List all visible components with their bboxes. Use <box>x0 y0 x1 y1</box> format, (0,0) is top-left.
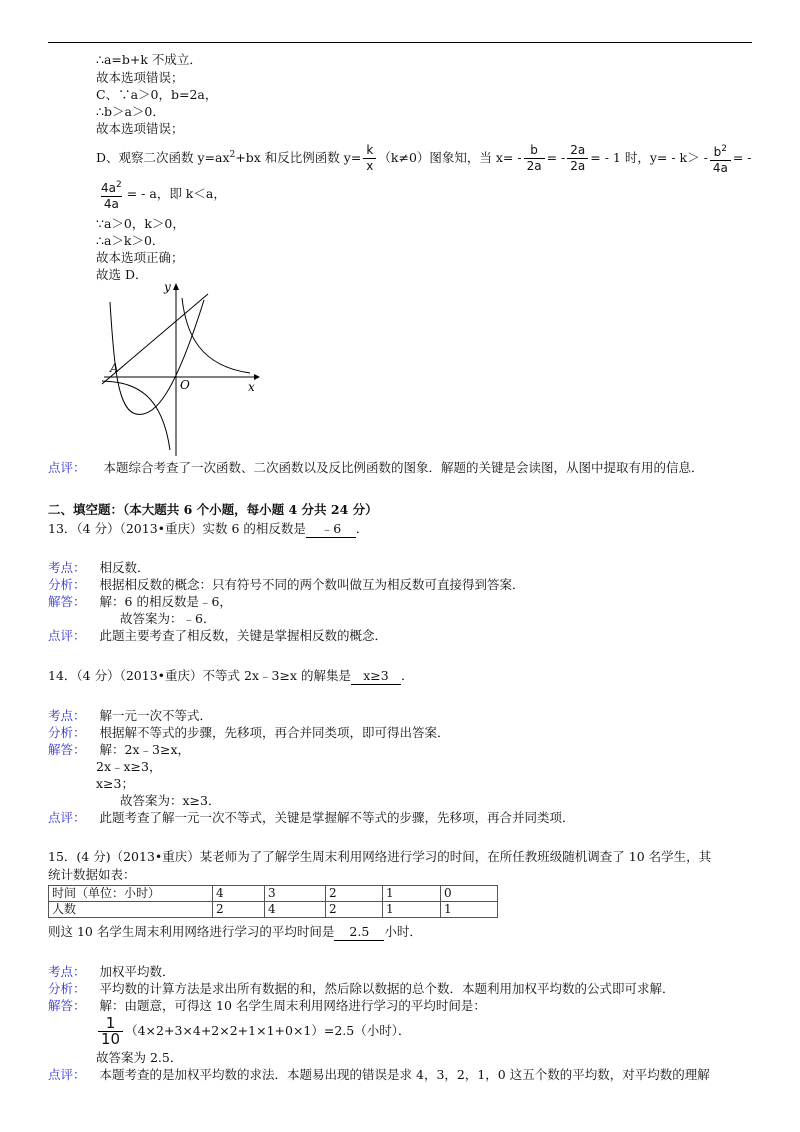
jieda-label: 解答： <box>48 998 86 1013</box>
q12-d-mid: +bx 和反比例函数 y= <box>235 150 362 166</box>
fraction-denominator: x <box>363 158 376 174</box>
fraction-denominator: 10 <box>98 1031 123 1047</box>
fenxi-label: 分析： <box>48 725 86 740</box>
function-graph-figure <box>96 278 266 460</box>
q14-kaodian-row <box>48 708 212 724</box>
page-top-rule <box>48 42 752 43</box>
q12-line-8: ∵a＞0，k＞0， <box>96 216 185 231</box>
dianping-label: 点评： <box>48 628 86 643</box>
fraction-numerator <box>98 178 125 196</box>
q12-line-2: 故本选项错误； <box>96 70 184 85</box>
q13-stem-prefix: 13．（4 分）（2013•重庆）实数 6 的相反数是 <box>48 521 306 536</box>
y-axis-label: y <box>164 280 171 294</box>
q14-jieda-3: x≥3； <box>96 776 134 791</box>
fraction-numerator: b <box>530 143 538 158</box>
fraction-1-over-10 <box>98 1016 123 1047</box>
q12-line-3: C、∵a＞0，b=2a， <box>96 87 218 102</box>
fraction-b2-over-4a <box>710 142 731 176</box>
q15-stats-table <box>48 885 498 918</box>
kaodian-label: 考点： <box>48 560 86 575</box>
q13-dianping-row <box>48 628 387 644</box>
q13-fenxi: 根据相反数的概念：只有符号不同的两个数叫做互为相反数可直接得到答案． <box>99 577 525 592</box>
table-cell: 2 <box>326 886 383 902</box>
point-a-label: A <box>110 361 119 375</box>
q12-line-5: 故本选项错误； <box>96 121 184 136</box>
q14-answer-blank: x≥3 <box>351 668 401 685</box>
q15-jieda-3: 故答案为 2.5． <box>96 1050 183 1065</box>
q12-line-1: ∴a=b+k 不成立． <box>96 52 202 67</box>
q15-question-prefix: 则这 10 名学生周末利用网络进行学习的平均时间是 <box>48 924 335 939</box>
fraction-k-over-x <box>363 143 376 174</box>
q14-stem-suffix: ． <box>400 668 414 683</box>
fraction-denominator: 4a <box>101 196 122 212</box>
fenxi-label: 分析： <box>48 577 86 592</box>
table-row <box>49 886 498 902</box>
q12-line-7 <box>96 177 226 212</box>
q12-line-10: 故本选项正确； <box>96 250 184 265</box>
jieda-label: 解答： <box>48 742 86 757</box>
q14-jieda-2: 2x﹣x≥3， <box>96 759 162 774</box>
dianping-label: 点评： <box>48 810 86 825</box>
q12-d-mid2: （k≠0）图象知，当 x= - <box>378 150 522 166</box>
table-cell: 人数 <box>49 902 213 918</box>
q15-question <box>48 924 422 941</box>
fraction-numerator: 1 <box>105 1014 116 1032</box>
q15-dianping: 本题考查的是加权平均数的求法．本题易出现的错误是求 4，3，2，1，0 这五个数的平均数，对平均数的理解 <box>99 1067 710 1082</box>
fenxi-label: 分析： <box>48 981 86 996</box>
q14-fenxi-row <box>48 725 450 741</box>
q13-answer-blank: ﹣6 <box>306 521 356 538</box>
fraction-4a2-over-4a <box>98 178 125 212</box>
section-2-title: 二、填空题：（本大题共 6 个小题，每小题 4 分共 24 分） <box>48 502 378 517</box>
q13-jieda-2: 故答案为：﹣6． <box>120 611 216 626</box>
q13-kaodian-row <box>48 560 150 576</box>
fraction-denominator: 2a <box>524 158 545 174</box>
q13-fenxi-row <box>48 577 525 593</box>
q15-question-suffix: 小时． <box>384 924 422 939</box>
table-cell: 0 <box>441 886 498 902</box>
jieda-label: 解答： <box>48 594 86 609</box>
q14-jieda-4: 故答案为：x≥3． <box>120 793 221 808</box>
fraction-numerator: k <box>366 143 374 158</box>
q14-kaodian: 解一元一次不等式． <box>99 708 213 723</box>
q15-dianping-row <box>48 1067 710 1083</box>
q15-formula-row <box>96 1014 411 1048</box>
table-cell: 3 <box>265 886 326 902</box>
table-cell: 1 <box>383 886 441 902</box>
q15-jieda-1: 解：由题意，可得这 10 名学生周末利用网络进行学习的平均时间是： <box>99 998 486 1013</box>
q12-d-minus: = - <box>546 150 566 166</box>
q14-jieda-row <box>48 742 190 758</box>
q12-line-4: ∴b＞a＞0． <box>96 104 165 119</box>
q12-option-d-line <box>96 140 752 176</box>
table-cell: 2 <box>326 902 383 918</box>
fraction-numerator-sup: 2 <box>721 143 728 154</box>
fraction-numerator: 2a <box>570 143 586 158</box>
q15-fenxi-row <box>48 981 675 997</box>
table-cell: 1 <box>383 902 441 918</box>
table-cell: 1 <box>441 902 498 918</box>
x-axis-arrow <box>254 374 260 380</box>
q12-line-11: 故选 D． <box>96 267 148 282</box>
fraction-2a-over-2a <box>567 143 588 174</box>
x-axis-label: x <box>248 380 255 394</box>
fraction-numerator-base: 4a <box>101 180 116 195</box>
q14-stem-prefix: 14．（4 分）（2013•重庆）不等式 2x﹣3≥x 的解集是 <box>48 668 351 683</box>
q15-fenxi: 平均数的计算方法是求出所有数据的和，然后除以数据的总个数．本题利用加权平均数的公式即可求解． <box>99 981 675 996</box>
kaodian-label: 考点： <box>48 708 86 723</box>
quadratic-parabola <box>110 300 204 414</box>
table-cell: 时间（单位：小时） <box>49 886 213 902</box>
fraction-numerator <box>711 142 730 160</box>
q12-d-mid3: = - 1 时，y= - k＞ - <box>590 150 708 166</box>
q12-d-tail: = - <box>732 150 752 166</box>
hyperbola-branch-q1 <box>182 298 250 373</box>
q14-fenxi: 根据解不等式的步骤，先移项，再合并同类项，即可得出答案． <box>99 725 450 740</box>
table-row <box>49 902 498 918</box>
table-cell: 4 <box>265 902 326 918</box>
q13-stem <box>48 521 368 538</box>
table-cell: 2 <box>213 902 265 918</box>
comment-label: 点评： <box>48 460 86 475</box>
q15-answer-blank: 2.5 <box>334 924 384 941</box>
fraction-b-over-2a <box>524 143 545 174</box>
fraction-numerator-base: b <box>713 144 722 159</box>
dianping-label: 点评： <box>48 1067 86 1082</box>
fraction-denominator: 4a <box>710 160 731 176</box>
q12-line-9: ∴a＞k＞0． <box>96 233 165 248</box>
q13-jieda-row <box>48 594 232 610</box>
q15-kaodian: 加权平均数． <box>99 964 175 979</box>
q15-jieda-row <box>48 998 486 1014</box>
q12-comment-text: 本题综合考查了一次函数、二次函数以及反比例函数的图象．解题的关键是会读图，从图中提取有用的信息． <box>103 460 704 475</box>
kaodian-label: 考点： <box>48 964 86 979</box>
q15-stem-line-1: 15．(4 分)（2013•重庆）某老师为了了解学生周末利用网络进行学习的时间，在所任教班级随机调查了 10 名学生，其 <box>48 849 712 864</box>
q13-dianping: 此题主要考查了相反数，关键是掌握相反数的概念． <box>99 628 388 643</box>
q14-stem <box>48 668 413 685</box>
q15-formula: （4×2+3×4+2×2+1×1+0×1）=2.5（小时）． <box>125 1023 411 1038</box>
q14-dianping-row <box>48 810 575 826</box>
q14-jieda-1: 解：2x﹣3≥x， <box>99 742 190 757</box>
table-cell: 4 <box>213 886 265 902</box>
q13-jieda-1: 解：6 的相反数是﹣6， <box>99 594 232 609</box>
q13-kaodian: 相反数． <box>99 560 150 575</box>
fraction-numerator-sup: 2 <box>116 179 122 190</box>
q15-stem-line-2: 统计数据如表： <box>48 867 136 882</box>
q12-line-7-tail: = - a，即 k＜a， <box>126 186 226 201</box>
y-axis-arrow <box>173 283 179 290</box>
q13-stem-suffix: ． <box>355 521 369 536</box>
q14-dianping: 此题考查了解一元一次不等式，关键是掌握解不等式的步骤，先移项，再合并同类项． <box>99 810 575 825</box>
hyperbola-branch-q3 <box>102 381 170 450</box>
q12-d-prefix: D、观察二次函数 y=ax <box>96 150 230 166</box>
fraction-denominator: 2a <box>567 158 588 174</box>
origin-label: O <box>180 378 190 392</box>
q12-d-sup: 2 <box>229 150 236 160</box>
q12-comment-row <box>48 460 704 476</box>
q15-kaodian-row <box>48 964 175 980</box>
